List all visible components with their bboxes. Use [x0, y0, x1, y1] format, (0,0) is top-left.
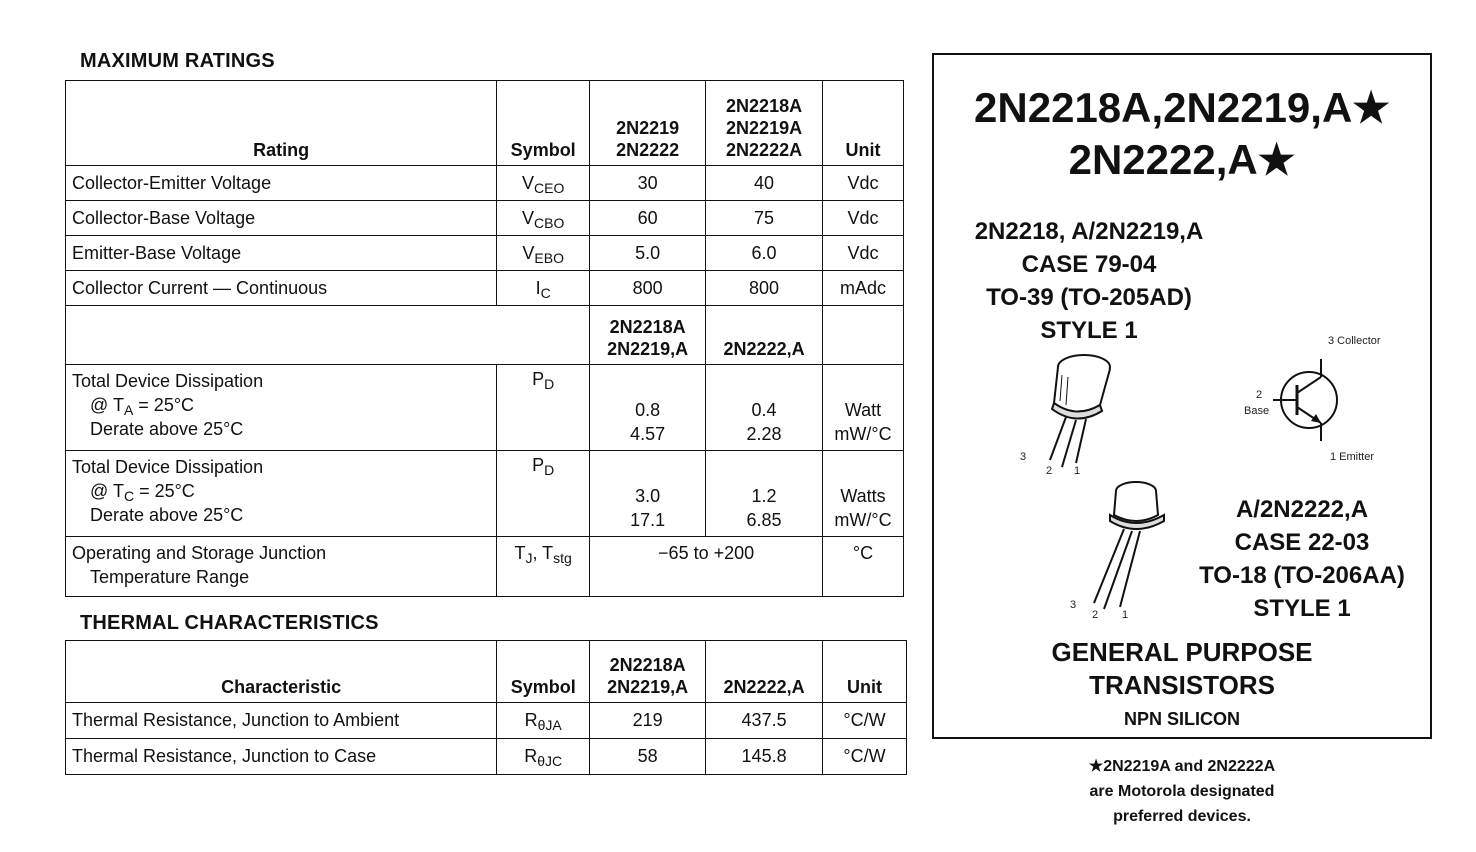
- value-cell: 30: [590, 166, 706, 201]
- rating-cell: Collector-Base Voltage: [66, 201, 497, 236]
- col1-header-line: 2N2219: [616, 118, 680, 138]
- symbol-cell: [497, 703, 590, 739]
- at-text: @ T: [90, 481, 124, 501]
- col1-header: [590, 641, 706, 703]
- value-line: 3.0: [635, 486, 661, 506]
- pin-2-label: 2: [1046, 465, 1053, 477]
- at-sub: A: [123, 402, 134, 418]
- label-line: Total Device Dissipation: [72, 371, 264, 391]
- unit-line: mW/°C: [834, 510, 892, 530]
- unit-line: Watt: [844, 400, 882, 420]
- case1-line: CASE 79-04: [1021, 251, 1157, 278]
- subheader-row: [66, 306, 904, 365]
- part-title-line-2: 2N2222,A★: [1068, 136, 1296, 183]
- temp-value: −65 to +200: [590, 537, 823, 597]
- value-cell: 800: [706, 271, 823, 306]
- subheader-blank: [66, 306, 590, 365]
- description-line-2: TRANSISTORS: [1089, 670, 1275, 700]
- pin-3-label: 3: [1070, 599, 1077, 611]
- value-line: 0.4: [751, 400, 777, 420]
- label-line: Derate above 25°C: [90, 419, 244, 439]
- label-line: [72, 481, 195, 504]
- value-cell: 75: [706, 201, 823, 236]
- value-line: 4.57: [630, 424, 666, 444]
- col1-header-line: 2N2222: [616, 140, 680, 160]
- value-cell: [706, 451, 823, 537]
- symbol-text: P: [532, 369, 545, 389]
- symbol-sub: CEO: [534, 179, 565, 196]
- description-line-3: NPN SILICON: [1123, 709, 1240, 729]
- case2-line: A/2N2222,A: [1235, 496, 1369, 523]
- part-title-line-1: 2N2218A,2N2219,A★: [974, 84, 1390, 131]
- case2-line: TO-18 (TO-206AA): [1199, 562, 1405, 589]
- label-line: Total Device Dissipation: [72, 457, 264, 477]
- unit-cell: Vdc: [823, 166, 904, 201]
- value-cell: 40: [706, 166, 823, 201]
- preferred-devices-footnote: [932, 754, 1432, 829]
- value-cell: 437.5: [706, 703, 823, 739]
- dissipation-c-label: [66, 451, 497, 537]
- value-cell: 145.8: [706, 739, 823, 775]
- rating-cell: Collector Current — Continuous: [66, 271, 497, 306]
- symbol-text: V: [522, 207, 535, 228]
- symbol-sub: stg: [553, 550, 572, 566]
- at-sub: C: [123, 488, 135, 504]
- unit-line: mW/°C: [834, 424, 892, 444]
- unit-cell: [823, 365, 904, 451]
- symbol-sub: θJC: [537, 753, 563, 769]
- description-line-1: GENERAL PURPOSE: [1051, 637, 1313, 667]
- col2-header-line: 2N2218A: [726, 96, 803, 116]
- subheader-line: 2N2218A: [609, 317, 686, 337]
- col2-header-line: 2N2222A: [726, 140, 803, 160]
- table-row: [66, 236, 904, 271]
- symbol-text: V: [522, 172, 535, 193]
- value-line: 1.2: [751, 486, 777, 506]
- characteristic-cell: Thermal Resistance, Junction to Case: [66, 739, 497, 775]
- value-cell: 58: [590, 739, 706, 775]
- product-box: [932, 53, 1432, 739]
- unit-cell: °C/W: [823, 739, 907, 775]
- symbol-text: R: [524, 710, 538, 730]
- unit-header: Unit: [823, 81, 904, 166]
- case1-block: [944, 215, 1234, 347]
- value-cell: [590, 365, 706, 451]
- symbol-text: V: [522, 242, 535, 263]
- label-line: Temperature Range: [90, 567, 250, 587]
- to18-package-icon: [1074, 473, 1184, 613]
- value-cell: [590, 451, 706, 537]
- characteristic-cell: Thermal Resistance, Junction to Ambient: [66, 703, 497, 739]
- emitter-label: 1 Emitter: [1330, 451, 1375, 463]
- max-ratings-title: MAXIMUM RATINGS: [80, 50, 275, 72]
- symbol-text: , T: [532, 543, 554, 563]
- symbol-sub: EBO: [534, 249, 564, 266]
- at-rest: = 25°C: [133, 395, 195, 415]
- unit-header: Unit: [823, 641, 907, 703]
- table-row: [66, 166, 904, 201]
- base-label: Base: [1244, 405, 1270, 417]
- symbol-sub: CBO: [534, 214, 565, 231]
- rating-header: Rating: [66, 81, 497, 166]
- value-line: 2.28: [746, 424, 782, 444]
- value-cell: [706, 365, 823, 451]
- label-line: Operating and Storage Junction: [72, 543, 327, 563]
- thermal-title: THERMAL CHARACTERISTICS: [80, 612, 379, 634]
- case1-line: TO-39 (TO-205AD): [986, 284, 1192, 311]
- pin-1-label: 1: [1074, 465, 1081, 477]
- npn-transistor-symbol-icon: [1269, 355, 1349, 445]
- thermal-table: [65, 640, 907, 775]
- col2-header: 2N2222,A: [706, 641, 823, 703]
- table-row: [66, 703, 907, 739]
- unit-cell: mAdc: [823, 271, 904, 306]
- dissipation-a-label: [66, 365, 497, 451]
- col1-header-line: 2N2219,A: [607, 677, 689, 697]
- label-line: Derate above 25°C: [90, 505, 244, 525]
- symbol-text: I: [535, 277, 541, 298]
- symbol-cell: [497, 365, 590, 451]
- symbol-cell: [497, 166, 590, 201]
- rating-cell: Collector-Emitter Voltage: [66, 166, 497, 201]
- symbol-sub: θJA: [537, 717, 562, 733]
- header-row: [66, 641, 907, 703]
- case1-line: 2N2218, A/2N2219,A: [974, 218, 1204, 245]
- subheader-col1: [590, 306, 706, 365]
- value-cell: 6.0: [706, 236, 823, 271]
- value-cell: 60: [590, 201, 706, 236]
- symbol-text: R: [524, 746, 538, 766]
- value-line: 6.85: [746, 510, 782, 530]
- unit-cell: Vdc: [823, 236, 904, 271]
- unit-cell: °C/W: [823, 703, 907, 739]
- unit-cell: [823, 451, 904, 537]
- dissipation-c-row: [66, 451, 904, 537]
- value-cell: 5.0: [590, 236, 706, 271]
- table-row: [66, 271, 904, 306]
- symbol-cell: [497, 537, 590, 597]
- col2-header: [706, 81, 823, 166]
- subheader-blank-unit: [823, 306, 904, 365]
- unit-line: Watts: [840, 486, 886, 506]
- collector-label: 3 Collector: [1328, 335, 1381, 347]
- col2-header-line: 2N2219A: [726, 118, 803, 138]
- table-row: [66, 739, 907, 775]
- unit-cell: Vdc: [823, 201, 904, 236]
- case1-line: STYLE 1: [1040, 317, 1138, 344]
- rating-cell: Emitter-Base Voltage: [66, 236, 497, 271]
- table-row: [66, 201, 904, 236]
- symbol-cell: [497, 236, 590, 271]
- temp-label: [66, 537, 497, 597]
- pin-1-label: 1: [1122, 609, 1129, 621]
- symbol-header: Symbol: [497, 641, 590, 703]
- value-line: 17.1: [630, 510, 666, 530]
- symbol-sub: D: [544, 376, 555, 392]
- characteristic-header: Characteristic: [66, 641, 497, 703]
- header-row: [66, 81, 904, 166]
- case2-block: [1172, 493, 1432, 625]
- symbol-text: T: [514, 543, 526, 563]
- value-cell: 219: [590, 703, 706, 739]
- footnote-line: are Motorola designated: [1089, 783, 1275, 800]
- symbol-sub: J: [525, 550, 533, 566]
- symbol-sub: C: [540, 284, 551, 301]
- base-number-label: 2: [1256, 389, 1263, 401]
- value-cell: 800: [590, 271, 706, 306]
- pin-3-label: 3: [1020, 451, 1027, 463]
- to39-package-icon: [1014, 345, 1134, 475]
- at-text: @ T: [90, 395, 124, 415]
- col1-header: [590, 81, 706, 166]
- symbol-cell: [497, 271, 590, 306]
- value-line: 0.8: [635, 400, 661, 420]
- symbol-cell: [497, 201, 590, 236]
- footnote-line: preferred devices.: [1113, 808, 1251, 825]
- at-rest: = 25°C: [134, 481, 195, 501]
- footnote-line: ★2N2219A and 2N2222A: [1088, 758, 1276, 775]
- temp-row: [66, 537, 904, 597]
- symbol-cell: [497, 451, 590, 537]
- unit-cell: °C: [823, 537, 904, 597]
- subheader-col2: 2N2222,A: [706, 306, 823, 365]
- symbol-sub: D: [544, 462, 555, 478]
- pin-2-label: 2: [1092, 609, 1099, 621]
- case2-line: STYLE 1: [1253, 595, 1351, 622]
- max-ratings-table: [65, 80, 904, 597]
- symbol-header: Symbol: [497, 81, 590, 166]
- subheader-line: 2N2219,A: [607, 339, 689, 359]
- col1-header-line: 2N2218A: [609, 655, 686, 675]
- label-line: [72, 395, 195, 418]
- dissipation-a-row: [66, 365, 904, 451]
- symbol-cell: [497, 739, 590, 775]
- symbol-text: P: [532, 455, 545, 475]
- case2-line: CASE 22-03: [1234, 529, 1370, 556]
